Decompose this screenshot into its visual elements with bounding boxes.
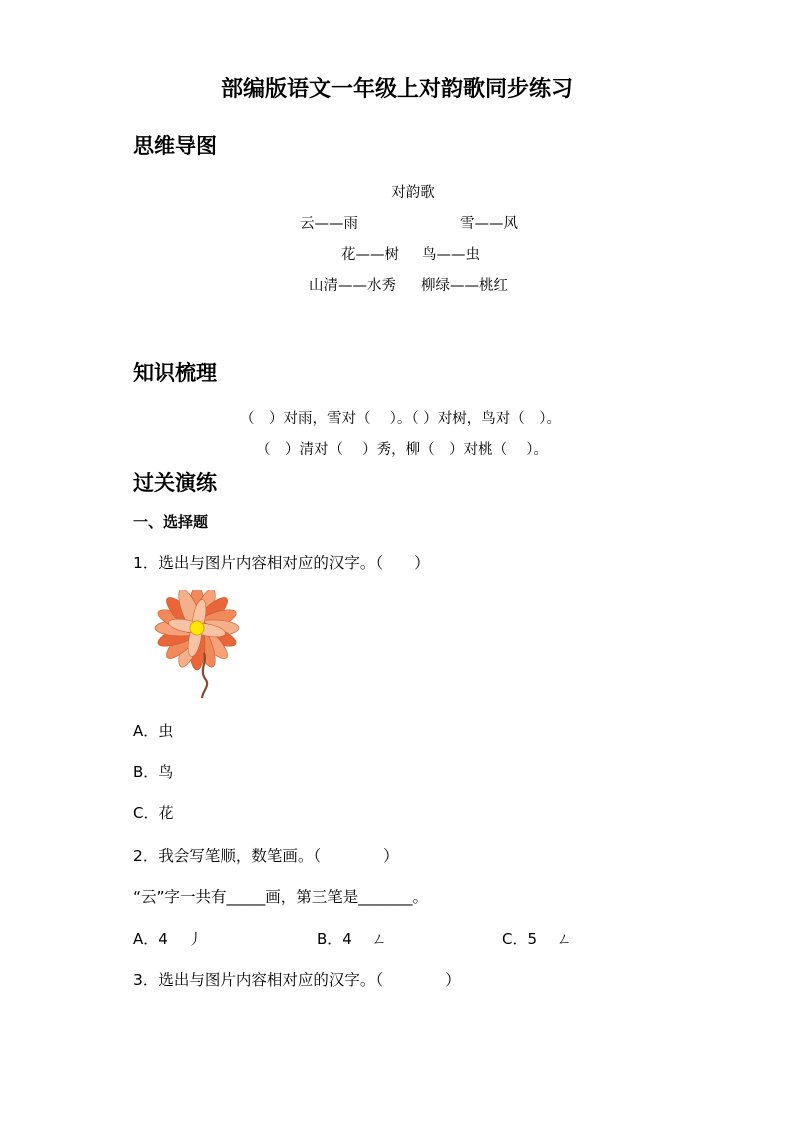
question-2-option-a[interactable]: A．4 丿 [133, 930, 203, 948]
section-heading-mindmap: 思维导图 [133, 134, 217, 158]
question-2-option-b[interactable]: B．4 ㄥ [317, 930, 387, 948]
section-heading-practice: 过关演练 [133, 471, 217, 495]
document-title: 部编版语文一年级上对韵歌同步练习 [220, 77, 573, 102]
mindmap-center: 对韵歌 [391, 185, 435, 201]
question-2-option-c[interactable]: C．5 ㄥ [502, 930, 572, 948]
flower-image [136, 590, 260, 702]
mindmap-pair-flower-tree: 花——树 [341, 247, 399, 263]
mindmap-pair-mountain-water: 山清——水秀 [309, 278, 396, 294]
question-1-option-c[interactable]: C．花 [133, 804, 174, 822]
mindmap-pair-willow-peach: 柳绿——桃红 [421, 278, 508, 294]
mindmap-pair-cloud-rain: 云——雨 [300, 216, 358, 232]
question-1-option-b[interactable]: B．鸟 [133, 763, 174, 781]
mindmap-pair-bird-insect: 鸟——虫 [422, 247, 480, 263]
mindmap-pair-snow-wind: 雪——风 [460, 216, 518, 232]
question-1-option-a[interactable]: A．虫 [133, 722, 174, 740]
question-2-prompt: “云”字一共有_____画，第三笔是_______。 [133, 888, 429, 906]
question-1-stem: 1．选出与图片内容相对应的汉字。（ ） [133, 554, 430, 572]
question-3-stem: 3．选出与图片内容相对应的汉字。（ ） [133, 971, 461, 989]
question-2-stem: 2．我会写笔顺，数笔画。（ ） [133, 847, 399, 865]
knowledge-line-1: （ ）对雨，雪对（ ）。（ ）对树，鸟对（ ）。 [240, 411, 561, 427]
knowledge-line-2: （ ）清对（ ）秀，柳（ ）对桃（ ）。 [256, 442, 548, 458]
section-heading-knowledge: 知识梳理 [133, 361, 217, 385]
part-heading-multiple-choice: 一、选择题 [133, 513, 209, 531]
